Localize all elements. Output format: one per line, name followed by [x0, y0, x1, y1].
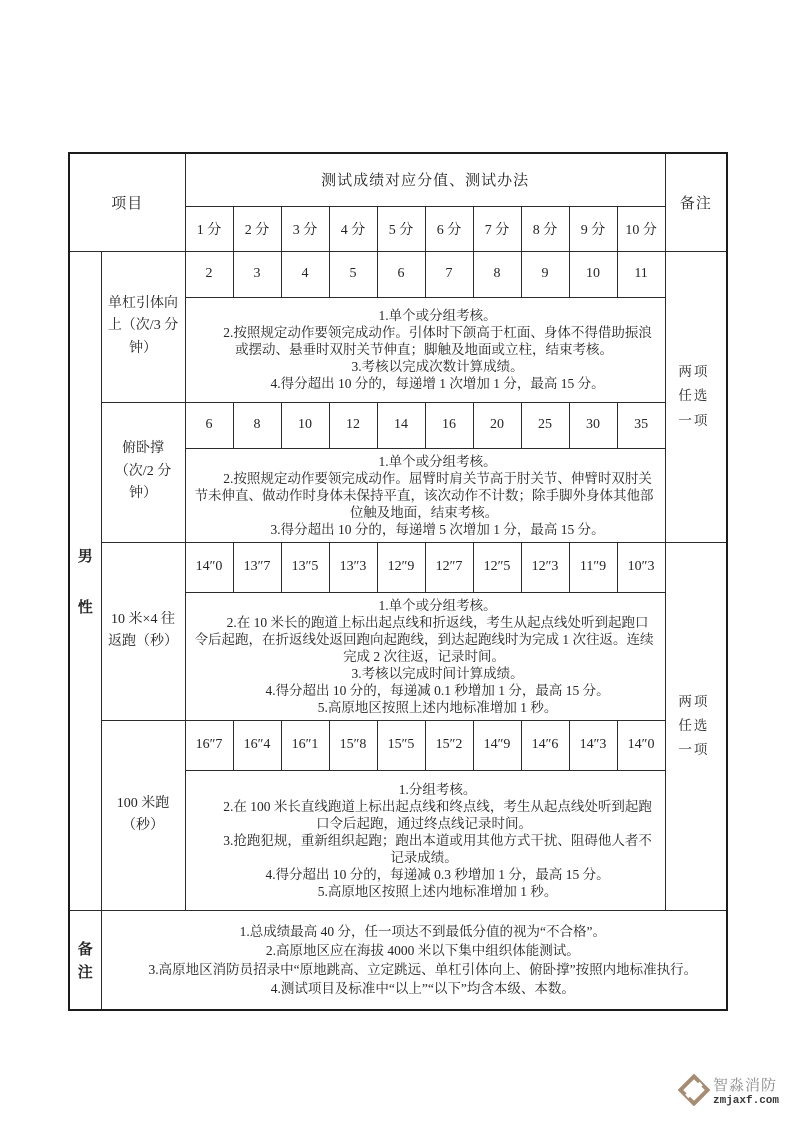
score-value-cell: 10 — [281, 402, 329, 448]
zhimiao-logo-icon — [678, 1074, 710, 1111]
score-value-cell: 15″8 — [329, 720, 377, 770]
table-row — [69, 402, 727, 448]
item-name-shuttle-run: 10 米×4 往返跑（秒） — [101, 542, 185, 720]
score-value-cell: 9 — [521, 251, 569, 297]
method-line: 4.得分超出 10 分的，每递减 0.1 秒增加 1 分，最高 15 分。 — [265, 682, 610, 698]
score-value-cell: 11 — [617, 251, 665, 297]
score-value-cell: 35 — [617, 402, 665, 448]
remark-choose-one-cell — [665, 542, 727, 910]
score-value-cell: 5 — [329, 251, 377, 297]
score-value-cell: 7 — [425, 251, 473, 297]
score-col-header: 3 分 — [281, 206, 329, 251]
score-value-cell: 12″3 — [521, 542, 569, 592]
score-value-cell: 16″7 — [185, 720, 233, 770]
method-line: 3.考核以完成时间计算成绩。 — [351, 665, 524, 681]
gender-cell — [69, 251, 101, 910]
score-value-cell: 20 — [473, 402, 521, 448]
item-name-pullups: 单杠引体向上（次/3 分钟） — [101, 251, 185, 402]
score-value-cell: 4 — [281, 251, 329, 297]
score-value-cell: 30 — [569, 402, 617, 448]
footer-note-line: 4.测试项目及标准中“以上”“以下”均含本级、本数。 — [270, 980, 575, 996]
header-row-1 — [69, 153, 727, 206]
score-value-cell: 16 — [425, 402, 473, 448]
footer-notes-cell — [101, 910, 727, 1010]
score-value-cell: 3 — [233, 251, 281, 297]
method-line: 3.抢跑犯规，重新组织起跑；跑出本道或用其他方式干扰、阻碍他人者不记录成绩。 — [223, 832, 652, 865]
score-value-cell: 15″5 — [377, 720, 425, 770]
score-value-cell: 13″5 — [281, 542, 329, 592]
method-line: 2.按照规定动作要领完成动作。引体时下颌高于杠面、身体不得借助振浪或摆动、悬垂时双肘关节伸直；脚触及地面或立柱，结束考核。 — [223, 325, 652, 357]
score-value-cell: 6 — [185, 402, 233, 448]
footer-remark-char: 备 — [77, 941, 93, 958]
score-value-cell: 12″5 — [473, 542, 521, 592]
footer-remarks-row — [69, 910, 727, 1010]
score-value-cell: 8 — [473, 251, 521, 297]
logo-domain-text: zmjaxf.com — [713, 1094, 780, 1107]
remark-choose-one-text: 两项任选一项 — [678, 364, 710, 428]
method-cell-100m-run — [185, 770, 665, 910]
score-value-cell: 16″4 — [233, 720, 281, 770]
remark-choose-one-cell — [665, 251, 727, 542]
footer-remark-label-cell — [69, 910, 101, 1010]
method-line: 1.分组考核。 — [398, 781, 477, 797]
footer-remark-char: 注 — [77, 964, 93, 981]
method-line: 2.在 100 米长直线跑道上标出起点线和终点线，考生从起点线处听到起跑口令后起跑，通过终点线记录时间。 — [223, 798, 652, 831]
score-col-header: 4 分 — [329, 206, 377, 251]
score-value-cell: 25 — [521, 402, 569, 448]
footer-note-line: 3.高原地区消防员招录中“原地跳高、立定跳远、单杠引体向上、俯卧撑”按照内地标准执行。 — [148, 961, 698, 977]
score-col-header: 7 分 — [473, 206, 521, 251]
score-value-cell: 14″3 — [569, 720, 617, 770]
score-value-cell: 13″7 — [233, 542, 281, 592]
score-col-header: 10 分 — [617, 206, 665, 251]
header-item: 项目 — [69, 153, 185, 251]
header-remark: 备注 — [665, 153, 727, 251]
method-line: 2.在 10 米长的跑道上标出起点线和折返线，考生从起点线处听到起跑口令后起跑，在折返线处返回跑向起跑线，到达起跑线时为完成 1 次往返。连续完成 2 次往返，记录时间。 — [194, 614, 654, 664]
item-name-pushups: 俯卧撑（次/2 分钟） — [101, 402, 185, 542]
score-value-cell: 14″6 — [521, 720, 569, 770]
score-col-header: 5 分 — [377, 206, 425, 251]
footer-note-line: 1.总成绩最高 40 分，任一项达不到最低分值的视为“不合格”。 — [239, 923, 606, 939]
footer-note-line: 2.高原地区应在海拔 4000 米以下集中组织体能测试。 — [265, 942, 580, 958]
score-value-cell: 12 — [329, 402, 377, 448]
table-row — [69, 251, 727, 297]
gender-char: 男 — [77, 548, 93, 565]
method-line: 1.单个或分组考核。 — [378, 453, 497, 469]
score-value-cell: 14″0 — [617, 720, 665, 770]
watermark-logo — [678, 1074, 779, 1111]
score-value-cell: 16″1 — [281, 720, 329, 770]
logo-company-name: 智淼消防 — [713, 1078, 778, 1095]
remark-choose-one-text: 两项任选一项 — [678, 693, 710, 758]
method-line: 5.高原地区按照上述内地标准增加 1 秒。 — [317, 883, 558, 899]
method-line: 2.按照规定动作要领完成动作。屈臂时肩关节高于肘关节、伸臂时双肘关节未伸直、做动作时身体未保持平直，该次动作不计数；除手脚外身体其他部位触及地面，结束考核。 — [194, 470, 654, 520]
method-line: 4.得分超出 10 分的，每递减 0.3 秒增加 1 分，最高 15 分。 — [265, 866, 610, 882]
table-row — [69, 542, 727, 592]
score-value-cell: 11″9 — [569, 542, 617, 592]
method-line: 1.单个或分组考核。 — [378, 597, 497, 613]
score-value-cell: 14 — [377, 402, 425, 448]
method-cell-pushups — [185, 448, 665, 542]
method-line: 5.高原地区按照上述内地标准增加 1 秒。 — [317, 699, 558, 715]
method-cell-shuttle-run — [185, 592, 665, 720]
score-col-header: 2 分 — [233, 206, 281, 251]
score-col-header: 1 分 — [185, 206, 233, 251]
score-col-header: 6 分 — [425, 206, 473, 251]
item-name-100m-run: 100 米跑（秒） — [101, 720, 185, 910]
score-value-cell: 15″2 — [425, 720, 473, 770]
score-col-header: 9 分 — [569, 206, 617, 251]
score-value-cell: 2 — [185, 251, 233, 297]
score-value-cell: 10″3 — [617, 542, 665, 592]
method-line: 4.得分超出 10 分的，每递增 1 次增加 1 分，最高 15 分。 — [270, 376, 605, 391]
score-value-cell: 10 — [569, 251, 617, 297]
table-row — [69, 720, 727, 770]
score-value-cell: 12″7 — [425, 542, 473, 592]
method-line: 3.得分超出 10 分的，每递增 5 次增加 1 分，最高 15 分。 — [270, 521, 605, 537]
score-value-cell: 6 — [377, 251, 425, 297]
score-value-cell: 13″3 — [329, 542, 377, 592]
fitness-test-standards-table — [68, 152, 728, 1011]
header-score-title: 测试成绩对应分值、测试办法 — [185, 153, 665, 206]
score-value-cell: 12″9 — [377, 542, 425, 592]
method-line: 3.考核以完成次数计算成绩。 — [351, 359, 524, 374]
score-value-cell: 14″9 — [473, 720, 521, 770]
method-cell-pullups — [185, 297, 665, 402]
gender-char: 性 — [77, 599, 93, 616]
score-col-header: 8 分 — [521, 206, 569, 251]
method-line: 1.单个或分组考核。 — [378, 308, 497, 323]
score-value-cell: 14″0 — [185, 542, 233, 592]
score-value-cell: 8 — [233, 402, 281, 448]
